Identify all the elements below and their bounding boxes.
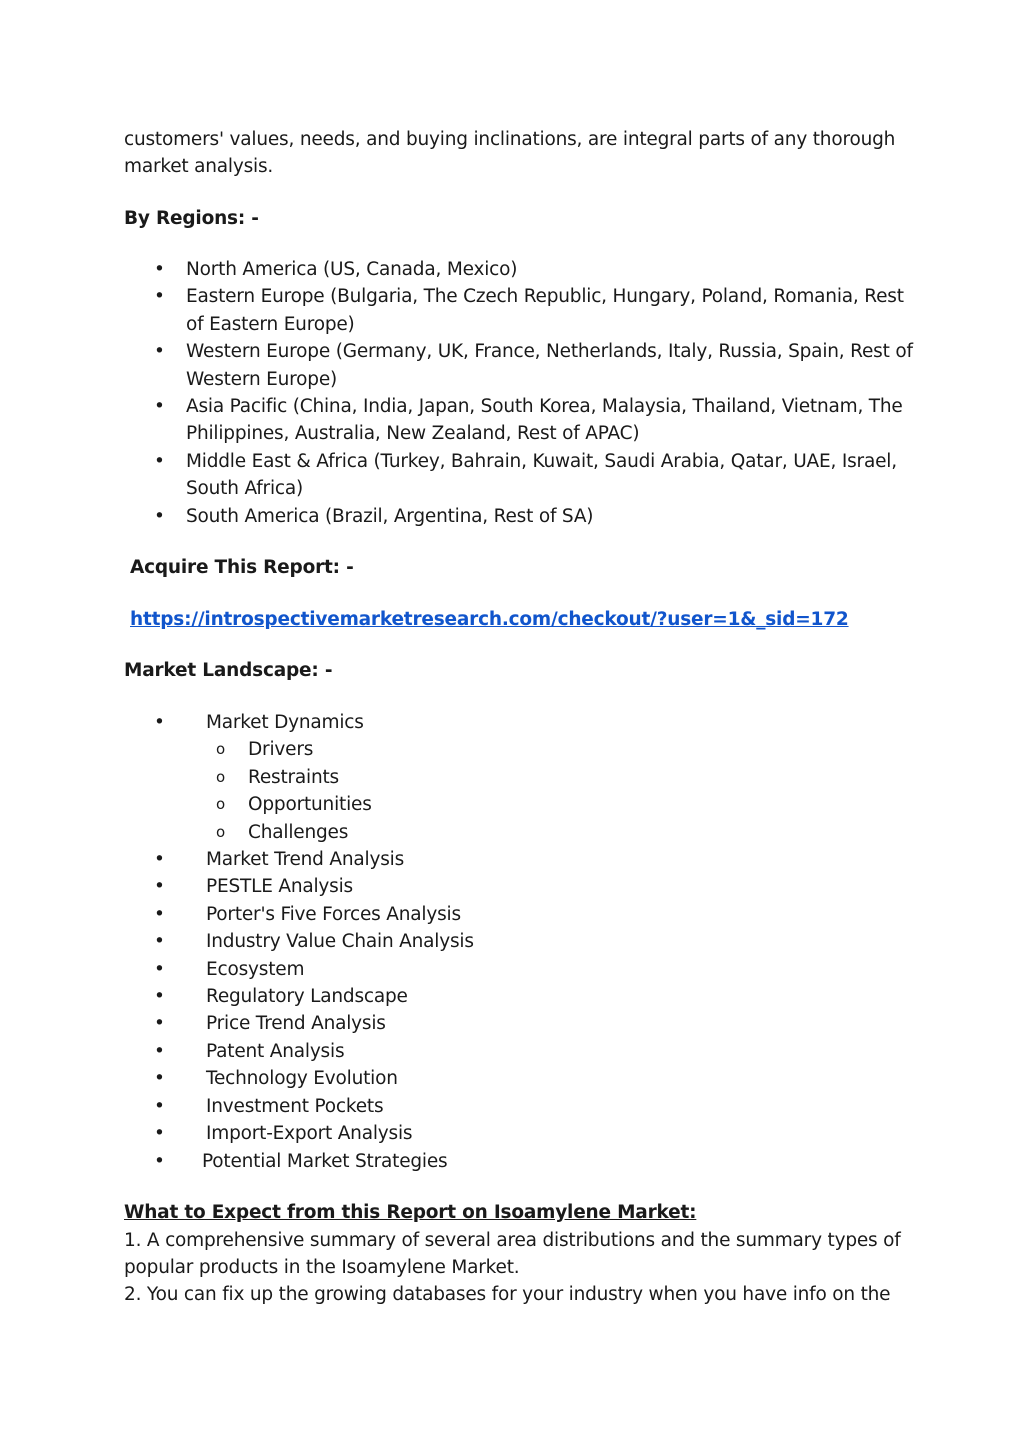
bullet-icon: •: [154, 1068, 165, 1090]
expect-heading: What to Expect from this Report on Isoamylene Market:: [124, 1202, 697, 1223]
list-item: [124, 709, 904, 736]
list-item: [124, 873, 904, 900]
bullet-icon: •: [154, 505, 165, 527]
sub-label: Drivers: [248, 739, 314, 761]
list-item: [124, 1010, 904, 1037]
list-item: [124, 448, 924, 503]
sub-list-item: [124, 791, 904, 818]
list-item: [124, 983, 904, 1010]
list-item: [124, 1148, 904, 1175]
regions-heading: By Regions: -: [124, 208, 259, 229]
sub-label: Challenges: [248, 821, 349, 843]
bullet-icon: •: [154, 849, 165, 871]
expect-point-1: 1. A comprehensive summary of several area distributions and the summary types of popular products in the Isoamylene Market.: [124, 1230, 901, 1279]
list-item: [124, 338, 924, 393]
circle-bullet-icon: o: [216, 822, 225, 841]
sub-list-item: [124, 736, 904, 763]
list-item: [124, 901, 904, 928]
landscape-label: Regulatory Landscape: [206, 986, 408, 1008]
checkout-link[interactable]: https://introspectivemarketresearch.com/checkout/?user=1&_sid=172: [130, 609, 849, 630]
intro-paragraph: customers' values, needs, and buying inclinations, are integral parts of any thorough market analysis.: [124, 129, 896, 178]
landscape-label: Industry Value Chain Analysis: [206, 931, 474, 953]
landscape-label: Investment Pockets: [206, 1095, 384, 1117]
landscape-label: PESTLE Analysis: [206, 876, 353, 898]
bullet-icon: •: [154, 286, 165, 308]
circle-bullet-icon: o: [216, 795, 225, 814]
landscape-label: Price Trend Analysis: [206, 1013, 386, 1035]
landscape-label: Market Trend Analysis: [206, 849, 405, 871]
list-item: [124, 1065, 904, 1092]
bullet-icon: •: [154, 931, 165, 953]
bullet-icon: •: [154, 903, 165, 925]
bullet-icon: •: [154, 958, 165, 980]
list-item: [124, 393, 924, 448]
region-label: North America (US, Canada, Mexico): [186, 259, 518, 280]
circle-bullet-icon: o: [216, 740, 225, 759]
bullet-icon: •: [154, 1095, 165, 1117]
landscape-label: Market Dynamics: [206, 712, 364, 733]
list-item: [124, 928, 904, 955]
list-item: [124, 283, 924, 338]
bullet-icon: •: [154, 1040, 165, 1062]
circle-bullet-icon: o: [216, 767, 225, 786]
bullet-icon: •: [154, 712, 165, 733]
sub-list-item: [124, 819, 904, 846]
landscape-label: Potential Market Strategies: [202, 1150, 448, 1172]
bullet-icon: •: [154, 396, 165, 418]
bullet-icon: •: [154, 1013, 165, 1035]
list-item: [124, 503, 924, 530]
bullet-icon: •: [154, 341, 165, 363]
landscape-label: Ecosystem: [206, 958, 305, 980]
bullet-icon: •: [154, 876, 165, 898]
landscape-label: Patent Analysis: [206, 1040, 345, 1062]
acquire-heading: Acquire This Report: -: [130, 557, 354, 578]
landscape-label: Technology Evolution: [206, 1068, 398, 1090]
regions-list: [124, 256, 924, 530]
landscape-label: Import-Export Analysis: [206, 1123, 413, 1145]
sub-list-item: [124, 764, 904, 791]
region-label: Asia Pacific (China, India, Japan, South Korea, Malaysia, Thailand, Vietnam, The Philippines, Australia, New Zealand, Rest of APAC): [186, 396, 903, 445]
bullet-icon: •: [154, 1123, 165, 1145]
landscape-label: Porter's Five Forces Analysis: [206, 903, 461, 925]
list-item: [124, 846, 904, 873]
bullet-icon: •: [154, 1150, 165, 1172]
bullet-icon: •: [154, 986, 165, 1008]
list-item: [124, 256, 924, 283]
list-item: [124, 1093, 904, 1120]
sub-label: Opportunities: [248, 794, 372, 816]
landscape-list: [124, 709, 904, 1175]
list-item: [124, 1038, 904, 1065]
region-label: Western Europe (Germany, UK, France, Netherlands, Italy, Russia, Spain, Rest of Western Europe): [186, 341, 913, 390]
region-label: South America (Brazil, Argentina, Rest of SA): [186, 505, 594, 527]
bullet-icon: •: [154, 259, 165, 280]
expect-point-2: 2. You can fix up the growing databases for your industry when you have info on the: [124, 1284, 891, 1305]
list-item: [124, 956, 904, 983]
landscape-heading: Market Landscape: -: [124, 660, 333, 681]
region-label: Eastern Europe (Bulgaria, The Czech Republic, Hungary, Poland, Romania, Rest of Eastern Europe): [186, 286, 904, 335]
bullet-icon: •: [154, 450, 165, 472]
list-item: [124, 1120, 904, 1147]
region-label: Middle East & Africa (Turkey, Bahrain, Kuwait, Saudi Arabia, Qatar, UAE, Israel, South Africa): [186, 450, 897, 500]
sub-label: Restraints: [248, 766, 339, 788]
